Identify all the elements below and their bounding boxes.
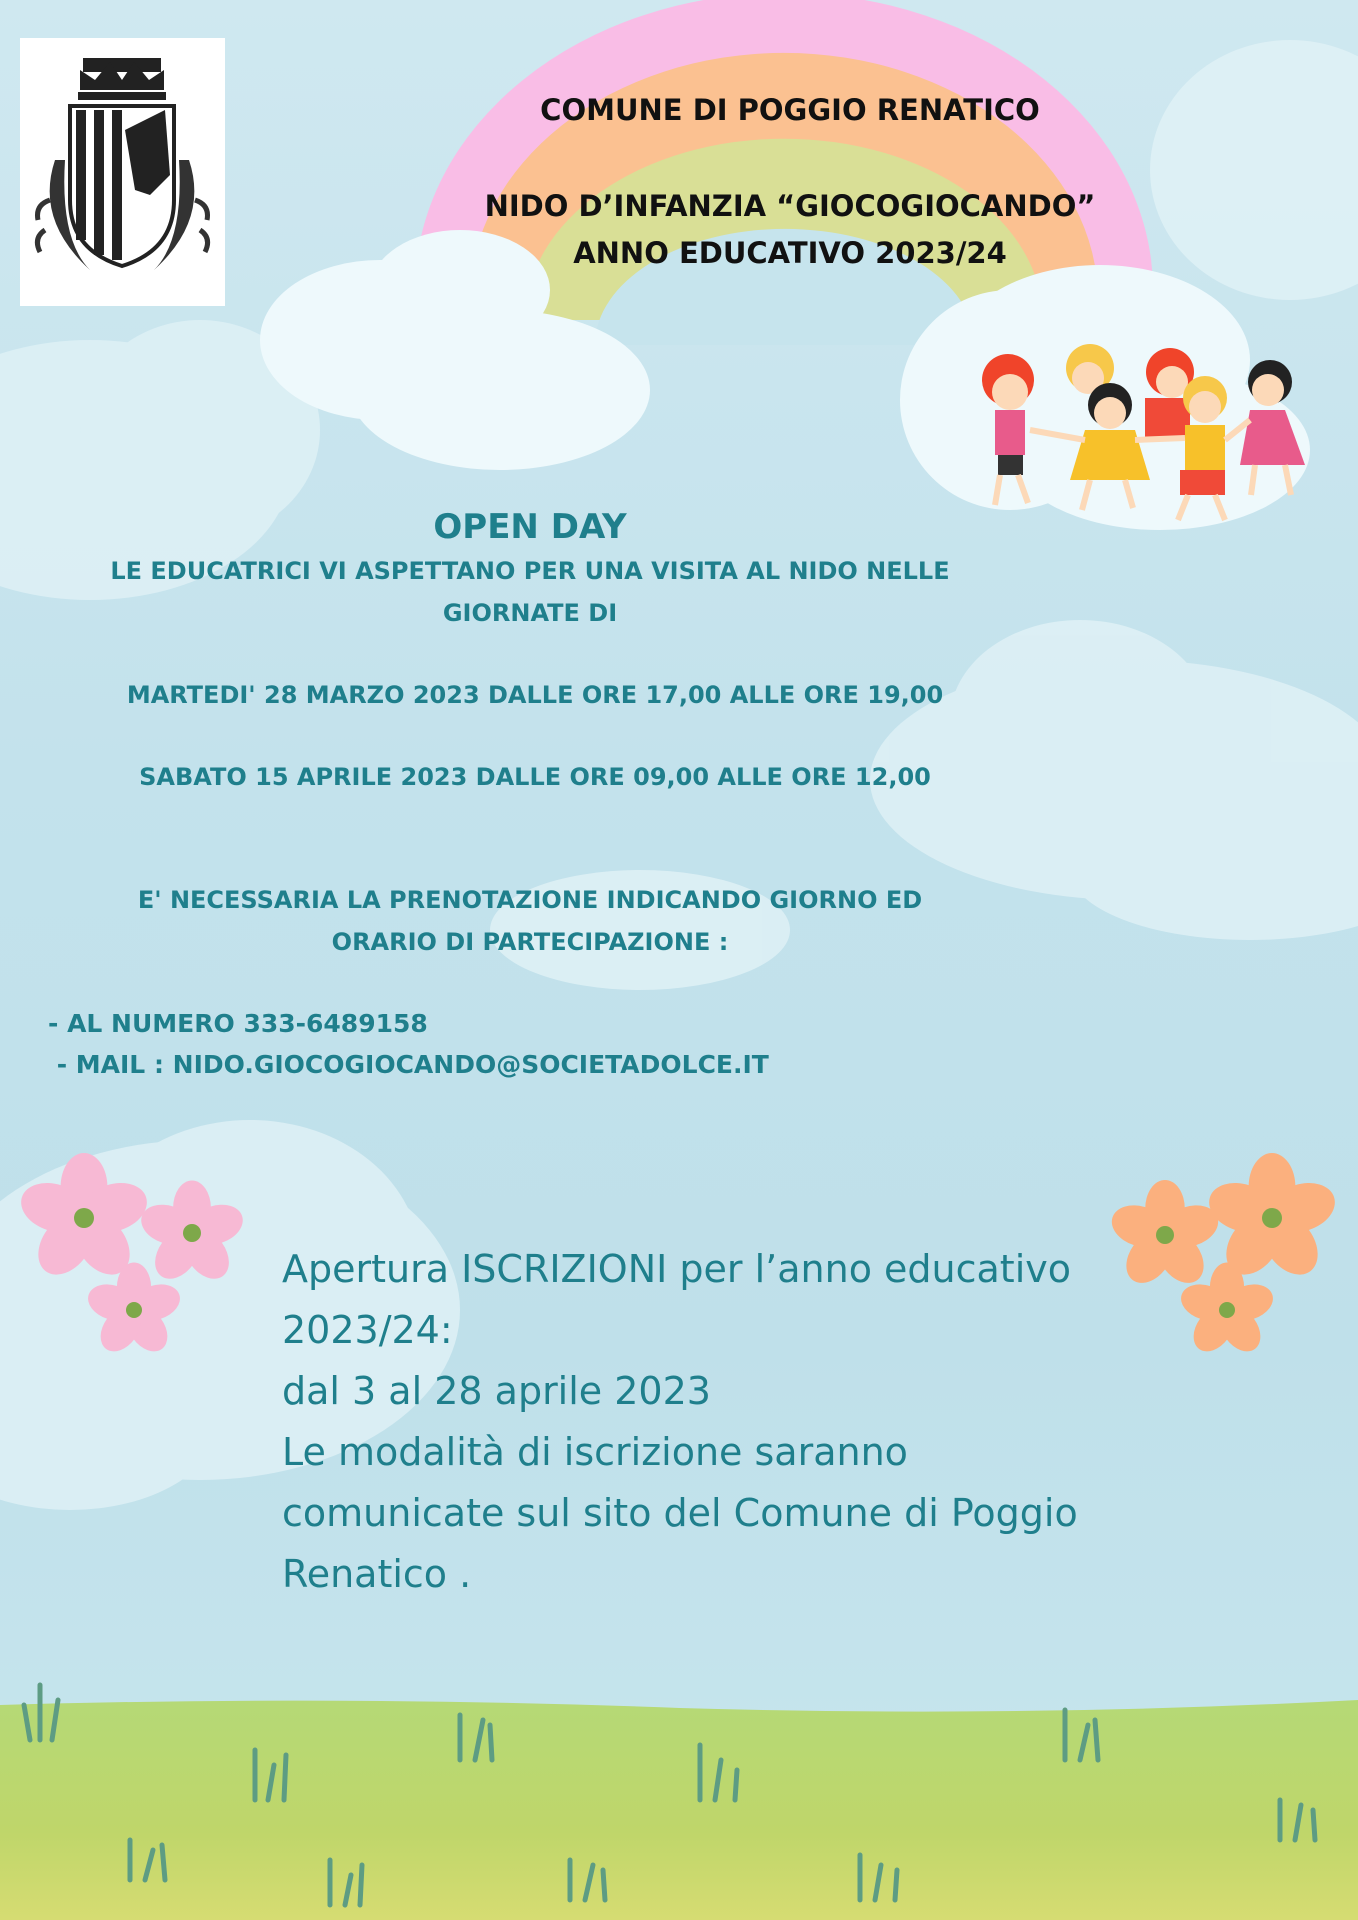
open-day-intro-line1: LE EDUCATRICI VI ASPETTANO PER UNA VISITA AL NIDO NELLE (110, 557, 950, 585)
phone-contact: - AL NUMERO 333-6489158 (48, 1009, 428, 1038)
mail-contact: - MAIL : NIDO.GIOCOGIOCANDO@SOCIETADOLCE.IT (48, 1050, 769, 1079)
iscrizioni-line-1: Apertura ISCRIZIONI per l’anno educativo (282, 1247, 1072, 1291)
iscrizioni-line-3: dal 3 al 28 aprile 2023 (282, 1369, 711, 1413)
iscrizioni-line-2: 2023/24: (282, 1308, 453, 1352)
nido-title: NIDO D’INFANZIA “GIOCOGIOCANDO” (484, 189, 1096, 223)
iscrizioni-line-5: comunicate sul sito del Comune di Poggio (282, 1491, 1078, 1535)
open-day-date-2: SABATO 15 APRILE 2023 DALLE ORE 09,00 ALLE ORE 12,00 (139, 763, 931, 791)
open-day-date-1: MARTEDI' 28 MARZO 2023 DALLE ORE 17,00 ALLE ORE 19,00 (126, 681, 944, 709)
open-day-title: OPEN DAY (433, 507, 627, 547)
booking-note-line2: ORARIO DI PARTECIPAZIONE : (331, 928, 729, 956)
open-day-intro-line2: GIORNATE DI (442, 599, 618, 627)
booking-note-line1: E' NECESSARIA LA PRENOTAZIONE INDICANDO GIORNO ED (137, 886, 923, 914)
iscrizioni-block (282, 1239, 1162, 1605)
anno-title: ANNO EDUCATIVO 2023/24 (573, 236, 1007, 270)
iscrizioni-line-6: Renatico . (282, 1552, 472, 1596)
iscrizioni-line-4: Le modalità di iscrizione saranno (282, 1430, 908, 1474)
comune-title: COMUNE DI POGGIO RENATICO (540, 93, 1040, 127)
